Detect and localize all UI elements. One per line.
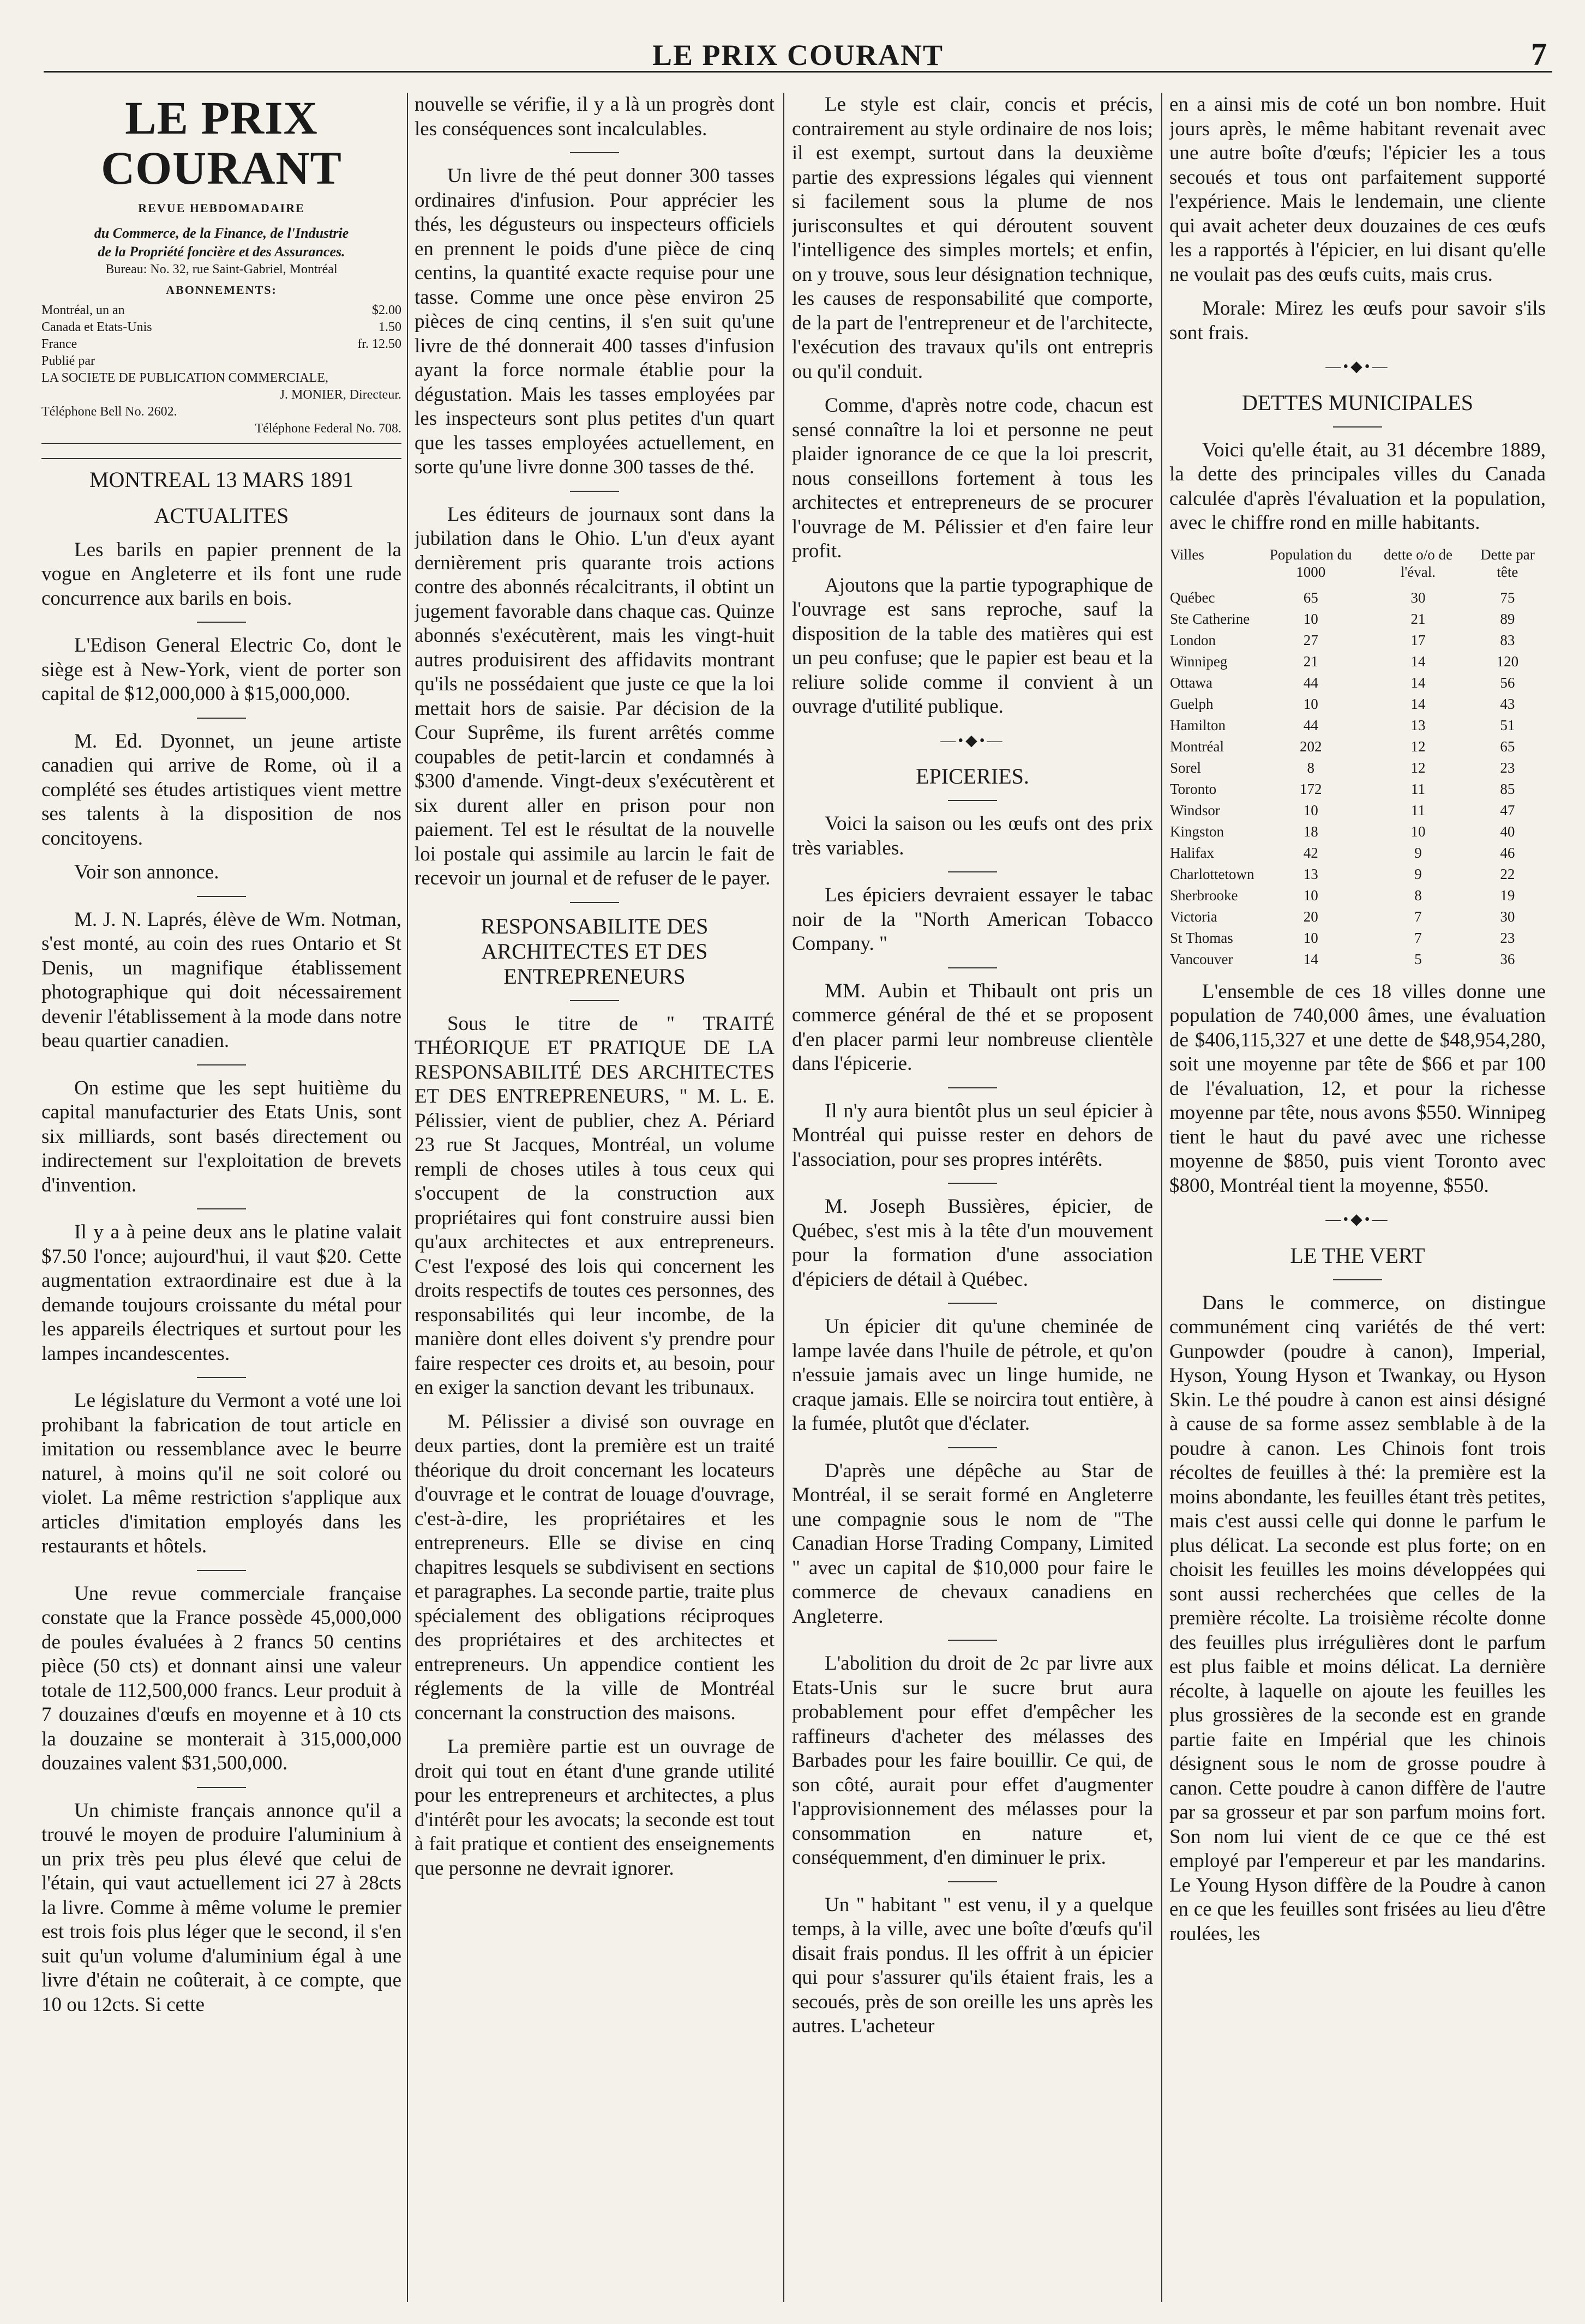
table-cell: Kingston	[1170, 823, 1224, 840]
column-header: Population du 1000	[1269, 546, 1352, 580]
divider	[948, 1447, 997, 1448]
masthead-publisher: LA SOCIETE DE PUBLICATION COMMERCIALE,	[41, 371, 328, 385]
table-row	[1169, 821, 1546, 842]
masthead-telephone-bell: Téléphone Bell No. 2602.	[41, 405, 177, 419]
column-header: Dette par tête	[1480, 546, 1535, 580]
table-cell: Toronto	[1170, 780, 1217, 797]
article-paragraph: Voir son annonce.	[74, 861, 219, 883]
table-body	[1169, 587, 1546, 970]
table-cell: 10	[1303, 695, 1318, 712]
table-cell: Ottawa	[1170, 674, 1212, 691]
table-row	[1169, 651, 1546, 672]
article-paragraph: Les épiciers devraient essayer le tabac noir de la "North American Tobacco Company. "	[792, 884, 1153, 955]
divider	[197, 718, 246, 719]
rate-row	[41, 302, 401, 319]
table-cell: 172	[1300, 780, 1322, 797]
table-cell: Winnipeg	[1170, 653, 1228, 670]
table-cell: 83	[1500, 631, 1515, 648]
masthead-director: J. MONIER, Directeur.	[279, 388, 401, 402]
table-cell: 23	[1500, 929, 1515, 946]
table-cell: 12	[1410, 738, 1426, 755]
article-paragraph: L'Edison General Electric Co, dont le siège est à New-York, vient de porter son capital de $12,000,000 à $15,000,000.	[41, 634, 401, 705]
article-paragraph: M. Ed. Dyonnet, un jeune artiste canadien qui arrive de Rome, où il a complété ses études artistiques vient mettre ses talents à la disposition de nos concitoyens.	[41, 730, 401, 850]
table-cell: 11	[1410, 802, 1425, 818]
article-paragraph: D'après une dépêche au Star de Montréal, il se serait formé en Angleterre une compagnie sous le nom de "The Canadian Horse Trading Company, Limited " avec un capital de $10,000 pour faire le commerce de chevaux canadiens en Angleterre.	[792, 1459, 1153, 1628]
article-paragraph: Un livre de thé peut donner 300 tasses ordinaires d'infusion. Pour apprécier les thés, les dégusteurs ou inspecteurs officiels en prennent le poids d'une pièce de cinq centins, la quantité exacte requise pour une tasse. Comme une once pèse environ 25 pièces de cinq centins, il s'en suit qu'une livre de thé donnerait 400 tasses d'infusion ayant la force normale établie pour la dégustation. Mais les tasses employées par les inspecteurs sont plus petites d'un quart que les tasses employées actuellement, en sorte qu'une livre donne 300 tasses de thé.	[415, 165, 775, 478]
table-row	[1169, 928, 1546, 949]
table-cell: 43	[1500, 695, 1515, 712]
table-cell: Halifax	[1170, 844, 1214, 861]
table-cell: Victoria	[1170, 908, 1217, 925]
article-paragraph: Les éditeurs de journaux sont dans la jubilation dans le Ohio. L'un d'eux ayant dernièrement pris quarante trois actions contre des abonnés récalcitrants, il obtint un jugement favorable dans chaque cas. Quinze abonnés s'exécutèrent, mais les vingt-huit autres produisirent des affidavits montrant qu'ils ne possédaient que juste ce que la loi mettait hors de saisie. Par décision de la Cour Suprême, ils furent arrêtés comme coupables de petit-larcin et condamnés à $300 d'amende. Vingt-deux s'exécutèrent et six durent aller en prison pour non paiement. Tel est le résultat de la nouvelle loi postale qui assimile au larcin le fait de recevoir un journal et de refuser de le payer.	[415, 503, 775, 889]
table-cell: 51	[1500, 717, 1515, 733]
running-head	[44, 33, 1552, 73]
divider	[197, 1064, 246, 1065]
rate-label: France	[41, 337, 77, 351]
article-paragraph: Comme, d'après notre code, chacun est sensé connaître la loi et personne ne peut plaider ignorance de ce que la loi prescrit, nous conseillons fortement à tous les architectes et entrepreneurs de se procurer l'ouvrage de M. Pélissier et d'en faire leur profit.	[792, 394, 1153, 562]
table-cell: 10	[1303, 610, 1318, 627]
table-cell: Ste Catherine	[1170, 610, 1250, 627]
article-paragraph: MM. Aubin et Thibault ont pris un commerce général de thé et se proposent d'en placer parmi leur nombreuse clientèle dans l'épicerie.	[792, 979, 1153, 1075]
article-paragraph: Un " habitant " est venu, il y a quelque temps, à la ville, avec une boîte d'œufs qu'il disait frais pondus. Il les offrit à un épicier qui pour s'assurer qu'ils étaient frais, les a secoués, près de son oreille les uns après les autres. L'acheteur	[792, 1893, 1153, 2037]
rate-price: 1.50	[379, 320, 401, 334]
col1-paragraphs	[41, 538, 401, 2018]
table-cell: Sorel	[1170, 759, 1201, 776]
masthead-title: LE PRIX COURANT	[101, 93, 342, 194]
article-paragraph: nouvelle se vérifie, il y a là un progrès dont les conséquences sont incalculables.	[415, 93, 775, 140]
running-head-title: LE PRIX COURANT	[652, 39, 944, 71]
table-cell: Vancouver	[1170, 950, 1233, 967]
table-cell: 22	[1500, 865, 1515, 882]
rate-price: fr. 12.50	[357, 337, 401, 351]
table-row	[1169, 779, 1546, 800]
article-paragraph: M. J. N. Laprés, élève de Wm. Notman, s'est monté, au coin des rues Ontario et St Denis, un magnifique établissement photographique qui doit nécessairement devenir l'établissement à la mode dans notre beau quartier canadien.	[41, 908, 401, 1052]
divider	[948, 967, 997, 968]
table-cell: 8	[1307, 759, 1315, 776]
table-header-row	[1169, 545, 1546, 587]
table-cell: 65	[1500, 738, 1515, 755]
table-row	[1169, 800, 1546, 821]
table-cell: Sherbrooke	[1170, 887, 1238, 904]
table-cell: 75	[1500, 589, 1515, 606]
masthead	[41, 93, 401, 444]
table-cell: 30	[1500, 908, 1515, 925]
divider	[570, 902, 619, 903]
table-cell: 21	[1303, 653, 1318, 670]
table-cell: 65	[1303, 589, 1318, 606]
divider	[570, 152, 619, 153]
table-cell: 5	[1414, 950, 1422, 967]
table-row	[1169, 672, 1546, 694]
divider	[948, 800, 997, 801]
divider	[197, 1377, 246, 1378]
dateline: MONTREAL 13 MARS 1891	[41, 458, 401, 492]
table-row	[1169, 864, 1546, 885]
divider	[197, 1208, 246, 1209]
table-cell: Hamilton	[1170, 717, 1226, 733]
divider	[570, 1000, 619, 1001]
table-cell: 36	[1500, 950, 1515, 967]
article-paragraph: Il n'y aura bientôt plus un seul épicier à Montréal qui puisse rester en dehors de l'association, pour ses propres intérêts.	[792, 1099, 1153, 1171]
table-cell: 120	[1496, 653, 1519, 670]
table-row	[1169, 587, 1546, 609]
table-cell: 11	[1410, 780, 1425, 797]
column-3	[792, 93, 1153, 2302]
divider	[197, 1787, 246, 1788]
column-header: Villes	[1170, 546, 1204, 563]
table-cell: St Thomas	[1170, 929, 1233, 946]
table-cell: 14	[1410, 674, 1426, 691]
table-cell: 14	[1410, 695, 1426, 712]
ornament-divider: —•◆•—	[1325, 1211, 1390, 1228]
section-heading: EPICERIES.	[916, 764, 1029, 788]
article-paragraph: Morale: Mirez les œufs pour savoir s'ils sont frais.	[1169, 297, 1546, 344]
table-row	[1169, 906, 1546, 928]
table-cell: 10	[1303, 802, 1318, 818]
masthead-telephone-federal: Téléphone Federal No. 708.	[255, 422, 401, 436]
column-rule	[407, 93, 408, 2302]
divider	[948, 1881, 997, 1882]
table-cell: 202	[1300, 738, 1322, 755]
column-1	[41, 93, 401, 2302]
article-paragraph: Un épicier dit qu'une cheminée de lampe lavée dans l'huile de pétrole, et qu'on n'essuie jamais avec un linge humide, ne craque jamais. Elle se noircira tout entière, à la fumée, plutôt que d'éclater.	[792, 1315, 1153, 1435]
table-cell: 14	[1303, 950, 1318, 967]
table-row	[1169, 842, 1546, 864]
table-cell: 9	[1414, 865, 1422, 882]
article-paragraph: La première partie est un ouvrage de droit qui tout en étant d'une grande utilité pour les entrepreneurs et architectes, a plus d'intérêt pour les avocats; la seconde est tout à fait pratique et contient des enseignements que personne ne devrait ignorer.	[415, 1736, 775, 1880]
article-paragraph: Ajoutons que la partie typographique de l'ouvrage est sans reproche, sauf la disposition de la table des matières qui est un peu confuse; que le papier est beau et la reliure solide comme il convient à un ouvrage d'utilité publique.	[792, 574, 1153, 718]
table-cell: 46	[1500, 844, 1515, 861]
divider	[197, 1570, 246, 1571]
divider	[948, 1183, 997, 1184]
table-cell: 7	[1414, 929, 1422, 946]
table-cell: 7	[1414, 908, 1422, 925]
table-cell: 42	[1303, 844, 1318, 861]
article-paragraph: Un chimiste français annonce qu'il a trouvé le moyen de produire l'aluminium à un prix très peu plus élevé que celui de l'étain, qui vaut actuellement ici 27 à 28cts la livre. Comme à même volume le premier est trois fois plus léger que le second, il s'en suit qu'un volume d'aluminium égal à une livre d'étain ne coûterait, à ce compte, que 10 ou 12cts. Si cette	[41, 1799, 401, 2016]
section-heading: ACTUALITES	[154, 503, 289, 528]
table-cell: 10	[1303, 887, 1318, 904]
table-row	[1169, 715, 1546, 736]
table-cell: 8	[1414, 887, 1422, 904]
table-cell: Québec	[1170, 589, 1215, 606]
table-cell: Montréal	[1170, 738, 1224, 755]
table-cell: 44	[1303, 674, 1318, 691]
municipal-debt-table	[1169, 545, 1546, 970]
column-rule	[1161, 93, 1162, 2302]
table-cell: 13	[1410, 717, 1426, 733]
divider	[948, 1640, 997, 1641]
table-cell: 13	[1303, 865, 1318, 882]
table-cell: 23	[1500, 759, 1515, 776]
table-cell: 21	[1410, 610, 1426, 627]
article-paragraph: Voici qu'elle était, au 31 décembre 1889, la dette des principales villes du Canada calculée d'après l'évaluation et la population, avec le chiffre rond en mille habitants.	[1169, 438, 1546, 534]
table-row	[1169, 757, 1546, 779]
page-number: 7	[1531, 37, 1547, 72]
table-cell: 89	[1500, 610, 1515, 627]
table-cell: 85	[1500, 780, 1515, 797]
column-2	[415, 93, 775, 2302]
rate-row	[41, 336, 401, 353]
article-paragraph: Voici la saison ou les œufs ont des prix très variables.	[792, 812, 1153, 859]
table-cell: 10	[1303, 929, 1318, 946]
table-cell: 9	[1414, 844, 1422, 861]
rate-price: $2.00	[372, 303, 401, 317]
article-paragraph: M. Joseph Bussières, épicier, de Québec, s'est mis à la tête d'un mouvement pour la formation d'une association d'épiciers de détail à Québec.	[792, 1195, 1153, 1291]
rate-label: Montréal, un an	[41, 303, 125, 317]
table-row	[1169, 736, 1546, 757]
section-heading: DETTES MUNICIPALES	[1241, 390, 1474, 415]
masthead-revue: REVUE HEBDOMADAIRE	[138, 201, 305, 215]
article-paragraph: L'abolition du droit de 2c par livre aux Etats-Unis sur le sucre brut aura probablement pour effet d'empêcher les raffineurs d'acheter des mélasses des Barbades pour les faire bouillir. Ce qui, de son côté, aurait pour effet d'augmenter l'approvisionnement des mélasses pour la consommation en nature et, conséquemment, d'en diminuer le prix.	[792, 1652, 1153, 1869]
table-row	[1169, 885, 1546, 906]
table-cell: 30	[1410, 589, 1426, 606]
divider	[948, 871, 997, 872]
table-cell: 18	[1303, 823, 1318, 840]
table-cell: 19	[1500, 887, 1515, 904]
column-rule	[783, 93, 784, 2302]
article-paragraph: Sous le titre de " TRAITÉ THÉORIQUE ET PRATIQUE DE LA RESPONSABILITÉ DES ARCHITECTES ET DES ENTREPRENEURS, " M. L. E. Pélissier, vient de publier, chez A. Périard 23 rue St Jacques, Montréal, un volume rempli de choses utiles à tous ceux qui s'occupent de la construction aux propriétaires qui font construire aussi bien qu'aux architectes et aux entrepreneurs. C'est l'exposé des lois qui concernent les droits respectifs de toutes ces personnes, des responsabilités qui leur incombe, de la manière dont elles doivent s'y prendre pour faire respecter ces droits et, au besoin, pour en exiger la sanction devant les tribunaux.	[415, 1012, 775, 1399]
divider	[197, 896, 246, 897]
table-cell: 44	[1303, 717, 1318, 733]
article-paragraph: Le législature du Vermont a voté une loi prohibant la fabrication de tout article en imitation ou ressemblance avec le beurre naturel, à moins qu'il ne soit coloré ou violet. La même restriction s'applique aux articles d'imitation employés dans les restaurants et hôtels.	[41, 1389, 401, 1557]
divider	[197, 622, 246, 623]
article-paragraph: Dans le commerce, on distingue communément cinq variétés de thé vert: Gunpowder (poudre à canon), Imperial, Hyson, Young Hyson et Twankay, ou Hyson Skin. Le thé poudre à canon est ainsi désigné à cause de sa forme assez semblable à de la poudre à canon. Les Chinois font trois récoltes de feuilles à thé: la première est la moins abondante, les feuilles étant très petites, mais c'est aussi celle qui donne le parfum le plus délicat. La seconde est plus forte; on en choisit les feuilles les moins développées qui sont aussi recherchées que celles de la première récolte. La troisième récolte donne des feuilles plus irrégulières dont le parfum est plus faible et moins délicat. La dernière récolte, à laquelle on ajoute les feuilles les plus grossières de la seconde est en grande partie faite en Impérial que les chinois désignent sous le nom de grosse poudre à canon. Cette poudre à canon diffère de l'autre par sa grosseur et par son parfum moins fort. Son nom lui vient de ce que ce thé est employé par l'empereur et par les mandarins. Le Young Hyson diffère de la Poudre à canon en ce que les feuilles sont frisées au lieu d'être roulées, les	[1169, 1291, 1546, 1945]
table-row	[1169, 609, 1546, 630]
divider	[570, 491, 619, 492]
article-paragraph: Il y a à peine deux ans le platine valait $7.50 l'once; aujourd'hui, il vaut $20. Cette augmentation extraordinaire est due à la demande toujours croissante du métal pour les appareils électriques et surtout pour les lampes incandescentes.	[41, 1221, 401, 1365]
divider	[948, 1303, 997, 1304]
table-cell: 20	[1303, 908, 1318, 925]
table-cell: 27	[1303, 631, 1318, 648]
table-cell: 12	[1410, 759, 1426, 776]
table-cell: 47	[1500, 802, 1515, 818]
table-cell: Windsor	[1170, 802, 1220, 818]
column-4	[1169, 93, 1546, 2302]
table-row	[1169, 694, 1546, 715]
masthead-abonnements: ABONNEMENTS:	[166, 282, 277, 297]
article-paragraph: Les barils en papier prennent de la vogue en Angleterre et ils font une rude concurrence aux barils en bois.	[41, 538, 401, 610]
ornament-divider: —•◆•—	[1325, 358, 1390, 375]
section-heading: RESPONSABILITE DES ARCHITECTES ET DES ENTREPRENEURS	[481, 913, 709, 989]
column-header: dette o/o de l'éval.	[1383, 546, 1452, 580]
article-paragraph: On estime que les sept huitième du capital manufacturier des Etats Unis, sont six milliards, sont basés directement ou indirectement sur l'exploitation de brevets d'invention.	[41, 1076, 401, 1196]
divider	[1333, 426, 1382, 428]
ornament-divider: —•◆•—	[940, 732, 1005, 749]
table-cell: London	[1170, 631, 1216, 648]
article-paragraph: Le style est clair, concis et précis, contrairement au style ordinaire de nos lois; il est exempt, surtout dans la deuxième partie des expressions légales qui viennent si facilement sous la plume de nos jurisconsultes et qui déroutent souvent l'intelligence des simples mortels; et enfin, on y trouve, sous leur désignation technique, les causes de responsabilité que comporte, de la part de l'entrepreneur et de l'architecte, l'exécution des travaux qu'ils ont entrepris ou qu'il conduit.	[792, 93, 1153, 383]
rate-label: Canada et Etats-Unis	[41, 320, 152, 334]
article-paragraph: M. Pélissier a divisé son ouvrage en deux parties, dont la première est un traité théorique du droit concernant les locateurs d'ouvrage et le contrat de louage d'ouvrage, c'est-à-dire, les propriétaires et les entrepreneurs. Elle se divise en cinq chapitres lesquels se subdivisent en sections et paragraphes. La seconde partie, traite plus spécialement des obligations réciproques des propriétaires et des architectes et entrepreneurs. Un appendice contient les réglements de la ville de Montréal concernant la construction des maisons.	[415, 1410, 775, 1724]
table-cell: 40	[1500, 823, 1515, 840]
article-paragraph: Une revue commerciale française constate que la France possède 45,000,000 de poules évaluées à 2 francs 50 centins pièce (50 cts) et donnant ainsi une valeur totale de 112,500,000 francs. Leur produit à 7 douzaines d'œufs en moyenne et à 10 cts la douzaine se monterait à 315,000,000 douzaines valent $31,500,000.	[41, 1582, 401, 1774]
masthead-bureau: Bureau: No. 32, rue Saint-Gabriel, Montréal	[105, 262, 338, 276]
table-cell: 10	[1410, 823, 1426, 840]
masthead-subtitle: du Commerce, de la Finance, de l'Industrie	[94, 225, 349, 241]
divider	[948, 1087, 997, 1088]
table-row	[1169, 949, 1546, 970]
rate-row	[41, 319, 401, 336]
masthead-subtitle: de la Propriété foncière et des Assurances.	[98, 243, 345, 260]
masthead-publie-par: Publié par	[41, 354, 95, 368]
table-cell: Charlottetown	[1170, 865, 1254, 882]
table-cell: 17	[1410, 631, 1426, 648]
table-row	[1169, 630, 1546, 651]
section-heading: LE THE VERT	[1290, 1243, 1425, 1268]
table-cell: Guelph	[1170, 695, 1214, 712]
article-paragraph: en a ainsi mis de coté un bon nombre. Huit jours après, le même habitant revenait avec une autre boîte d'œufs; l'épicier les a tous secoués et tous ont parfaitement supporté l'expérience. Mais le lendemain, une cliente qui avait acheter deux douzaines de ces œufs les a rapportés à l'épicier, en lui disant qu'elle ne voulait pas des œufs cuits, mais crus.	[1169, 93, 1546, 286]
table-cell: 56	[1500, 674, 1515, 691]
divider	[1333, 1279, 1382, 1280]
table-cell: 14	[1410, 653, 1426, 670]
article-paragraph: L'ensemble de ces 18 villes donne une population de 740,000 âmes, une évaluation de $406,115,327 et une dette de $48,954,280, soit une moyenne par tête de $66 et par 100 de l'évaluation, 12, et pour la richesse moyenne par tête, nous avons $550. Winnipeg tient le haut du pavé avec une richesse moyenne de $850, puis vient Toronto avec $800, Montréal tient la moyenne, $550.	[1169, 980, 1546, 1197]
